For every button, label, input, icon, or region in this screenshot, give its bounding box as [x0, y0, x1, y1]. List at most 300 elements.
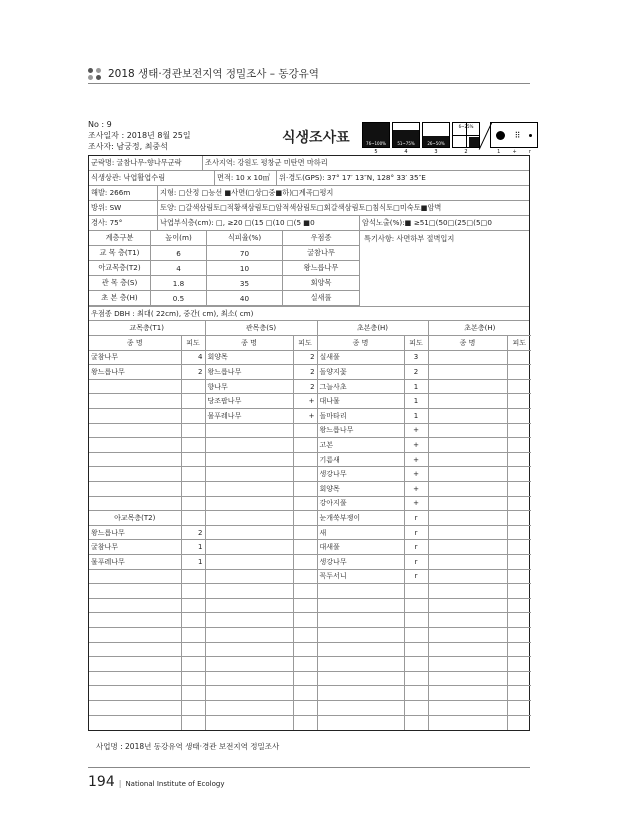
species-name: 대나물	[317, 394, 404, 409]
species-name	[89, 686, 181, 701]
species-name: 왕느릅나무	[205, 365, 293, 380]
species-cover	[404, 598, 428, 613]
species-name	[89, 394, 181, 409]
table-row	[89, 555, 531, 570]
species-cover	[293, 540, 317, 555]
table-row	[89, 438, 531, 453]
table-row	[89, 496, 531, 511]
species-cover	[181, 715, 205, 730]
layer-dominant: 왕느릅나무	[303, 263, 339, 272]
phase-field: 식생상관: 낙엽활엽수림	[89, 171, 215, 185]
table-row	[89, 350, 531, 365]
gps-field: 위·경도(GPS): 37° 17′ 13″N, 128° 33′ 35″E	[279, 173, 426, 182]
layer-section	[89, 231, 529, 306]
species-name: 그늘사초	[317, 379, 404, 394]
layer-row	[89, 261, 359, 276]
coverage-4-label: 51~75%	[397, 141, 415, 146]
table-row	[89, 525, 531, 540]
species-name	[205, 452, 293, 467]
species-name: 물푸레나무	[89, 555, 181, 570]
table-row	[89, 482, 531, 497]
aspect-field: 방위: SW	[89, 201, 158, 215]
layer-header-row	[89, 231, 359, 246]
species-name	[428, 627, 507, 642]
col-cover-header: 피도	[404, 336, 428, 351]
species-name	[89, 496, 181, 511]
species-name	[317, 700, 404, 715]
species-name	[89, 671, 181, 686]
species-cover	[507, 642, 531, 657]
community-field: 군락명: 굴참나무-향나무군락	[89, 156, 203, 170]
species-cover	[181, 584, 205, 599]
header-title: 2018 생태·경관보전지역 정밀조사 – 동강유역	[108, 68, 319, 80]
species-cover: +	[404, 452, 428, 467]
species-name	[89, 423, 181, 438]
species-cover: r	[404, 540, 428, 555]
table-row	[89, 467, 531, 482]
species-name	[428, 409, 507, 424]
species-name	[428, 686, 507, 701]
species-cover	[507, 700, 531, 715]
species-name	[89, 379, 181, 394]
layer-name: 관 목 층(S)	[89, 276, 151, 290]
species-cover	[181, 467, 205, 482]
table-row	[89, 686, 531, 701]
site-row-1	[89, 156, 529, 171]
species-cover	[507, 627, 531, 642]
species-name: 대새풀	[317, 540, 404, 555]
species-name	[317, 657, 404, 672]
layer-dominant: 회양목	[310, 278, 332, 287]
species-cover	[293, 700, 317, 715]
survey-meta	[88, 119, 191, 152]
species-cover: 3	[404, 350, 428, 365]
species-name	[205, 671, 293, 686]
species-cover	[293, 555, 317, 570]
species-name	[205, 642, 293, 657]
species-name	[317, 613, 404, 628]
species-name	[205, 467, 293, 482]
species-name: 눈개쑥부쟁이	[317, 511, 404, 526]
species-cover	[507, 438, 531, 453]
species-name	[89, 438, 181, 453]
species-cover	[293, 642, 317, 657]
coverage-2-label: 6~25%	[458, 124, 474, 129]
species-name	[428, 700, 507, 715]
species-name	[205, 496, 293, 511]
species-cover	[181, 482, 205, 497]
species-cover	[293, 525, 317, 540]
species-name	[428, 613, 507, 628]
coverage-4-num: 4	[404, 149, 408, 155]
species-cover: +	[404, 467, 428, 482]
species-name: 꼭두서니	[317, 569, 404, 584]
species-name	[205, 511, 293, 526]
slope-field: 경사: 75°	[89, 216, 158, 230]
species-cover	[507, 613, 531, 628]
species-name	[89, 613, 181, 628]
header-dots-icon	[88, 68, 102, 80]
species-cover: r	[404, 569, 428, 584]
species-name	[428, 671, 507, 686]
species-name	[428, 438, 507, 453]
layer-row	[89, 291, 359, 306]
species-name	[205, 525, 293, 540]
species-name	[205, 657, 293, 672]
group-header: 초본층(H)	[317, 321, 428, 336]
species-cover	[507, 409, 531, 424]
species-name: 향나무	[205, 379, 293, 394]
species-name	[89, 627, 181, 642]
species-cover	[507, 584, 531, 599]
species-name: 실새풀	[317, 350, 404, 365]
layer-height: 1.8	[151, 276, 207, 290]
group-header: 관목층(S)	[205, 321, 317, 336]
species-cover	[404, 686, 428, 701]
coverage-3-label: 26~50%	[427, 141, 445, 146]
table-row	[89, 379, 531, 394]
species-name: 생강나무	[317, 555, 404, 570]
species-cover	[293, 715, 317, 730]
species-name: 새	[317, 525, 404, 540]
species-cover: 1	[181, 540, 205, 555]
page-number: 194	[88, 774, 115, 790]
species-name	[428, 569, 507, 584]
species-cover	[293, 467, 317, 482]
species-name	[89, 642, 181, 657]
species-cover	[507, 555, 531, 570]
species-name	[205, 686, 293, 701]
col-cover-header: 피도	[293, 336, 317, 351]
species-cover: 1	[404, 379, 428, 394]
species-cover	[507, 686, 531, 701]
species-name	[205, 598, 293, 613]
species-cover	[404, 627, 428, 642]
region-field: 조사지역: 강원도 평창군 미탄면 마하리	[205, 158, 328, 167]
species-cover	[507, 598, 531, 613]
species-cover	[293, 423, 317, 438]
species-cover	[507, 525, 531, 540]
layer-row	[89, 246, 359, 261]
sociability-1: 1	[497, 149, 501, 155]
species-cover: 2	[293, 350, 317, 365]
species-cover: +	[404, 423, 428, 438]
species-cover	[507, 379, 531, 394]
species-cover	[507, 467, 531, 482]
species-name	[89, 569, 181, 584]
survey-date: 조사일자 : 2018년 8월 25일	[88, 131, 191, 140]
species-cover	[293, 569, 317, 584]
vegetation-form	[88, 155, 530, 731]
species-name: 왕느릅나무	[317, 423, 404, 438]
species-name	[428, 511, 507, 526]
species-name	[317, 686, 404, 701]
species-name	[89, 409, 181, 424]
species-cover: r	[404, 555, 428, 570]
table-row	[89, 423, 531, 438]
species-cover	[293, 613, 317, 628]
table-row	[89, 627, 531, 642]
layer-cover: 40	[207, 291, 283, 305]
table-row	[89, 452, 531, 467]
species-cover	[181, 700, 205, 715]
species-name: 굴참나무	[89, 350, 181, 365]
layer-col-name: 계층구분	[89, 231, 151, 245]
col-name-header: 종 명	[89, 336, 181, 351]
group-header: 교목층(T1)	[89, 321, 205, 336]
table-row	[89, 511, 531, 526]
species-name	[428, 350, 507, 365]
layer-row	[89, 276, 359, 291]
species-cover: +	[293, 409, 317, 424]
footer-rule	[88, 767, 530, 768]
species-name	[205, 438, 293, 453]
table-row	[89, 540, 531, 555]
species-name: 회양목	[317, 482, 404, 497]
layer-height: 0.5	[151, 291, 207, 305]
species-cover	[293, 511, 317, 526]
species-name: 물푸레나무	[205, 409, 293, 424]
species-name	[317, 598, 404, 613]
col-name-header: 종 명	[428, 336, 507, 351]
species-cover	[181, 379, 205, 394]
species-cover	[507, 452, 531, 467]
species-name	[205, 627, 293, 642]
species-cover	[181, 569, 205, 584]
table-row	[89, 671, 531, 686]
table-row	[89, 598, 531, 613]
col-name-header: 종 명	[205, 336, 293, 351]
coverage-2-num: 2	[464, 149, 468, 155]
species-cover: 2	[293, 365, 317, 380]
species-name	[89, 700, 181, 715]
terrain-field: 지형: □산정 □능선 ■사면(□상□중■하)□계곡□평지	[160, 188, 334, 197]
species-cover	[293, 496, 317, 511]
species-cover: 2	[181, 365, 205, 380]
species-name	[317, 584, 404, 599]
species-cover: 2	[404, 365, 428, 380]
species-cover	[404, 584, 428, 599]
species-cover	[507, 423, 531, 438]
species-cover	[507, 482, 531, 497]
species-cover	[507, 540, 531, 555]
table-row	[89, 642, 531, 657]
table-row	[89, 569, 531, 584]
species-cover	[181, 686, 205, 701]
species-name	[428, 365, 507, 380]
species-name: 당조팝나무	[205, 394, 293, 409]
layer-col-dominant: 우점종	[310, 233, 332, 242]
legend-divider	[482, 122, 488, 148]
site-row-3	[89, 186, 529, 201]
layer-height: 4	[151, 261, 207, 275]
species-cover: 2	[293, 379, 317, 394]
running-header	[88, 66, 319, 81]
species-cover	[507, 365, 531, 380]
species-cover	[507, 511, 531, 526]
group-header: 초본층(H)	[428, 321, 531, 336]
litter-field: 낙엽부식층(cm): □, ≥20 □(15 □(10 □(5 ■0	[158, 216, 360, 230]
species-cover: 2	[181, 525, 205, 540]
species-name	[428, 555, 507, 570]
species-cover	[507, 496, 531, 511]
col-cover-header: 피도	[181, 336, 205, 351]
species-name	[205, 540, 293, 555]
layer-table	[89, 231, 360, 306]
species-name	[428, 525, 507, 540]
species-cover	[181, 423, 205, 438]
species-name	[428, 540, 507, 555]
species-cover: 1	[181, 555, 205, 570]
species-name	[205, 555, 293, 570]
layer-cover: 10	[207, 261, 283, 275]
species-cover	[181, 657, 205, 672]
species-name	[205, 482, 293, 497]
species-name	[428, 423, 507, 438]
coverage-5-label: 76~100%	[366, 141, 386, 146]
species-cover	[293, 671, 317, 686]
soil-field: 토양: □갈색삼림토□적황색삼림토□암적색삼림토□회갈색삼림토□침식토□미숙토■암벽	[160, 203, 442, 212]
species-cover	[293, 686, 317, 701]
sociability-r: r	[528, 149, 531, 155]
species-name	[428, 715, 507, 730]
species-name	[428, 379, 507, 394]
rock-field: 암석노출(%):■ ≥51□(50□(25□(5□0	[362, 218, 492, 227]
species-cover	[181, 627, 205, 642]
species-cover	[507, 569, 531, 584]
species-name	[89, 584, 181, 599]
site-row-5	[89, 216, 529, 231]
table-row	[89, 613, 531, 628]
layer-name: 아교목층(T2)	[89, 261, 151, 275]
species-name	[428, 598, 507, 613]
coverage-4-icon	[392, 122, 420, 155]
special-notes: 특기사항: 사면하부 절벽입지	[364, 234, 455, 243]
species-name: 돌마타리	[317, 409, 404, 424]
dbh-row	[89, 306, 529, 321]
table-row	[89, 409, 531, 424]
species-name	[205, 700, 293, 715]
table-row	[89, 700, 531, 715]
species-cover	[181, 452, 205, 467]
layer-cover: 35	[207, 276, 283, 290]
layer-name: 교 목 층(T1)	[89, 246, 151, 260]
species-table	[89, 321, 531, 730]
species-cover	[507, 671, 531, 686]
species-name: 돌양지꽃	[317, 365, 404, 380]
species-cover	[181, 394, 205, 409]
coverage-3-num: 3	[434, 149, 438, 155]
species-cover: +	[293, 394, 317, 409]
sheet-title: 식생조사표	[282, 130, 350, 146]
layer-col-cover: 식피율(%)	[207, 231, 283, 245]
species-cover	[507, 394, 531, 409]
footer-org: National Institute of Ecology	[125, 780, 225, 788]
subgroup-header: 아교목층(T2)	[89, 511, 181, 526]
page-footer	[88, 774, 224, 790]
species-cover: +	[404, 438, 428, 453]
site-row-2	[89, 171, 529, 186]
species-name: 강아지풀	[317, 496, 404, 511]
layer-col-height: 높이(m)	[151, 231, 207, 245]
species-name	[428, 496, 507, 511]
species-cover	[181, 496, 205, 511]
species-cover	[293, 627, 317, 642]
species-name: 생강나무	[317, 467, 404, 482]
layer-dominant: 굴참나무	[307, 248, 335, 257]
species-cover	[404, 613, 428, 628]
layer-height: 6	[151, 246, 207, 260]
species-group-header	[89, 321, 531, 336]
species-cover: 4	[181, 350, 205, 365]
altitude-field: 해발: 266m	[89, 186, 158, 200]
coverage-2-icon	[452, 122, 480, 155]
coverage-5-num: 5	[374, 149, 378, 155]
species-cover	[181, 613, 205, 628]
species-cover: r	[404, 511, 428, 526]
species-cover	[181, 438, 205, 453]
layer-cover: 70	[207, 246, 283, 260]
cover-legend	[362, 122, 538, 155]
species-name	[317, 627, 404, 642]
coverage-5-icon	[362, 122, 390, 155]
layer-name: 초 본 층(H)	[89, 291, 151, 305]
species-name	[317, 715, 404, 730]
header-rule	[88, 83, 530, 84]
species-cover	[293, 452, 317, 467]
species-cover	[181, 511, 205, 526]
species-name	[89, 598, 181, 613]
species-name	[89, 467, 181, 482]
species-name	[428, 642, 507, 657]
species-cover: r	[404, 525, 428, 540]
species-name	[205, 423, 293, 438]
species-name	[205, 584, 293, 599]
species-name: 기름새	[317, 452, 404, 467]
species-name	[205, 715, 293, 730]
area-field: 면적: 10 x 10㎡	[215, 171, 277, 185]
table-row	[89, 657, 531, 672]
species-name: 고본	[317, 438, 404, 453]
species-name	[89, 452, 181, 467]
species-cover	[181, 409, 205, 424]
species-cover	[293, 584, 317, 599]
col-cover-header: 피도	[507, 336, 531, 351]
species-cover	[181, 642, 205, 657]
species-name	[205, 613, 293, 628]
species-cover	[181, 671, 205, 686]
species-name: 왕느릅나무	[89, 525, 181, 540]
species-name	[317, 671, 404, 686]
dbh-field: 우점종 DBH : 최대( 22cm), 중간( cm), 최소( cm)	[91, 308, 254, 318]
species-name	[89, 715, 181, 730]
table-row	[89, 715, 531, 730]
species-name	[428, 394, 507, 409]
species-cover	[404, 642, 428, 657]
species-cover: +	[404, 496, 428, 511]
species-cover: 1	[404, 409, 428, 424]
surveyors: 조사자: 남궁정, 최중석	[88, 142, 168, 151]
species-col-header	[89, 336, 531, 351]
species-name	[89, 482, 181, 497]
species-cover	[507, 715, 531, 730]
species-cover: +	[404, 482, 428, 497]
survey-no: No : 9	[88, 120, 112, 129]
coverage-3-icon	[422, 122, 450, 155]
project-name: 사업명 : 2018년 동강유역 생태·경관 보전지역 정밀조사	[96, 742, 280, 751]
species-cover	[404, 657, 428, 672]
species-name	[428, 584, 507, 599]
